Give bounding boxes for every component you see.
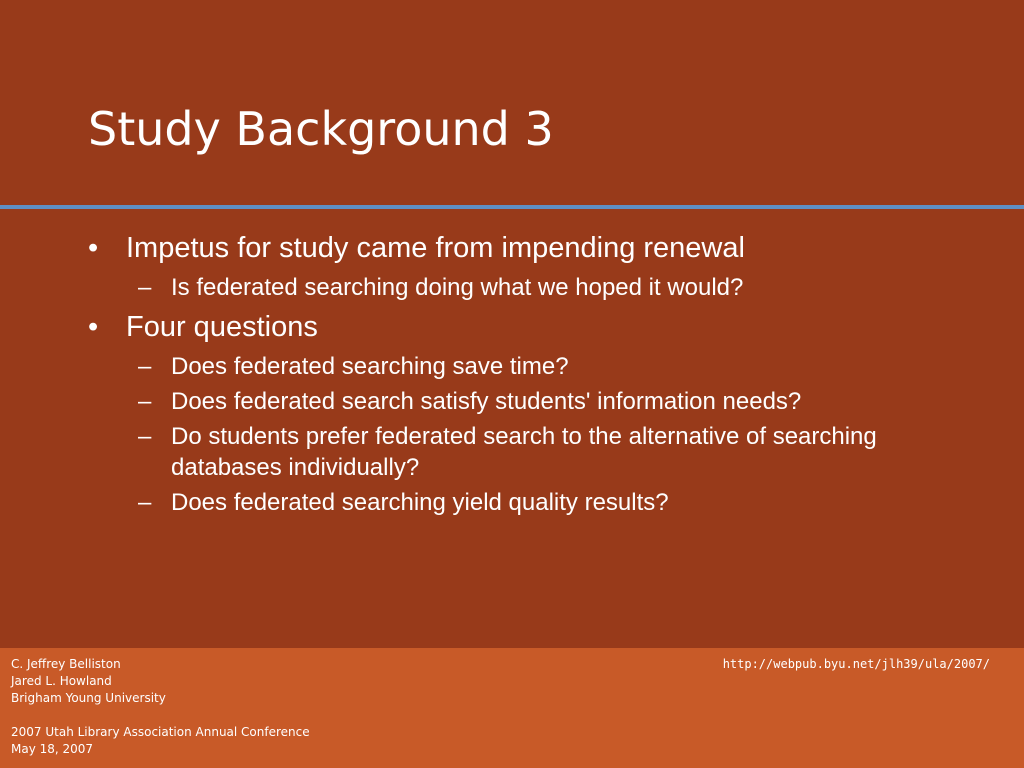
footer-spacer (11, 707, 310, 724)
footer-conference: 2007 Utah Library Association Annual Conference (11, 725, 310, 739)
footer-institution: Brigham Young University (11, 691, 166, 705)
bullet-item (88, 228, 988, 268)
sub-bullet-text: Do students prefer federated search to the alternative of searching databases individually? (171, 423, 877, 481)
dash-marker: – (138, 489, 152, 516)
sub-bullet-item (88, 421, 988, 483)
sub-bullet-text: Does federated search satisfy students' information needs? (171, 388, 802, 415)
bullet-marker: • (88, 311, 99, 343)
bullet-marker: • (88, 232, 99, 264)
slide-title: Study Background 3 (88, 102, 554, 156)
sub-bullet-item (88, 351, 988, 382)
footer-url: http://webpub.byu.net/jlh39/ula/2007/ (722, 657, 990, 671)
sub-bullet-text: Does federated searching save time? (171, 353, 569, 380)
footer-credits (11, 656, 310, 758)
dash-marker: – (138, 388, 152, 415)
footer-date: May 18, 2007 (11, 742, 94, 756)
dash-marker: – (138, 274, 152, 301)
bullet-item (88, 307, 988, 347)
bullet-list (88, 224, 988, 518)
dash-marker: – (138, 353, 152, 380)
sub-bullet-item (88, 386, 988, 417)
sub-bullet-item (88, 487, 988, 518)
sub-bullet-item (88, 272, 988, 303)
footer-author: Jared L. Howland (11, 674, 112, 688)
sub-bullet-text: Is federated searching doing what we hoped it would? (171, 274, 744, 301)
bullet-text: Four questions (126, 311, 318, 343)
slide-footer (0, 648, 1024, 768)
sub-bullet-text: Does federated searching yield quality results? (171, 489, 669, 516)
bullet-text: Impetus for study came from impending renewal (126, 232, 745, 264)
footer-author: C. Jeffrey Belliston (11, 657, 121, 671)
dash-marker: – (138, 423, 152, 450)
title-divider (0, 205, 1024, 209)
